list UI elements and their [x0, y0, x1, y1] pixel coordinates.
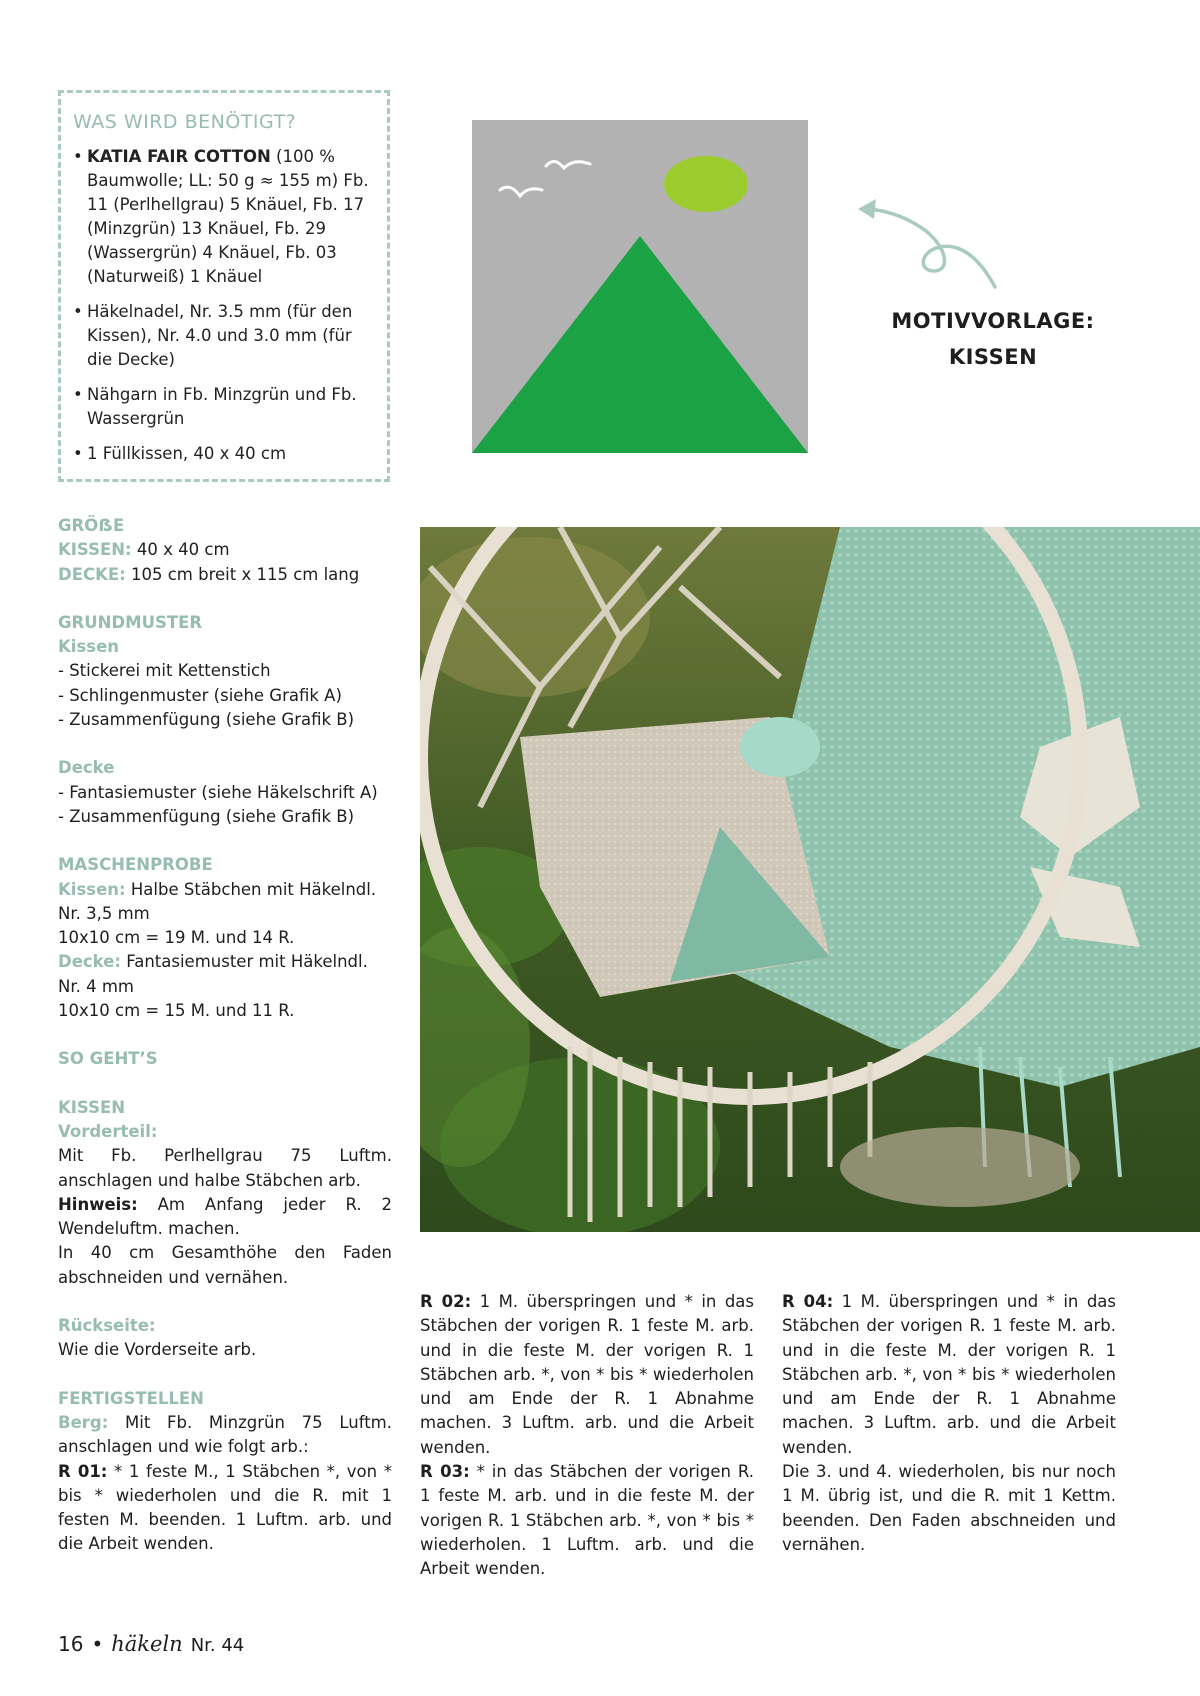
product-photo — [420, 527, 1200, 1232]
pattern-cushion-item: - Stickerei mit Kettenstich — [58, 661, 271, 681]
back-text: Wie die Vorderseite arb. — [58, 1340, 257, 1360]
gauge-blanket-value: 10x10 cm = 15 M. und 11 R. — [58, 1001, 295, 1021]
curly-arrow-icon — [850, 195, 1010, 295]
row-04-text: R 04: 1 M. überspringen und * in das Stäbchen der vorigen R. 1 feste M. arb. und in die feste M. der vorigen R. 1 Stäbchen arb. *, von * bis * wiederholen und am Ende der R. 1 Abnahme machen. 3 Luftm. arb. und die Arbeit wenden. — [782, 1292, 1116, 1457]
size-blanket: DECKE: 105 cm breit x 115 cm lang — [58, 564, 360, 584]
pattern-cushion-item: - Schlingenmuster (siehe Grafik A) — [58, 685, 342, 705]
materials-heading: WAS WIRD BENÖTIGT? — [73, 111, 297, 133]
pattern-blanket-item: - Fantasiemuster (siehe Häkelschrift A) — [58, 782, 378, 802]
row-02-text: R 02: 1 M. überspringen und * in das Stäbchen der vorigen R. 1 feste M. arb. und in die feste M. der vorigen R. 1 Stäbchen arb. *, von * bis * wiederholen und am Ende der R. 1 Abnahme machen. 3 Luftm. arb. und die Arbeit wenden. — [420, 1292, 754, 1457]
issue-number: Nr. 44 — [190, 1635, 245, 1656]
pattern-heading: GRUNDMUSTER — [58, 612, 203, 632]
kissen-heading: KISSEN — [58, 1097, 126, 1117]
materials-list — [73, 145, 375, 466]
cut-text: In 40 cm Gesamthöhe den Faden abschneiden und vernähen. — [58, 1243, 392, 1287]
page-number: 16 — [58, 1632, 84, 1656]
size-heading: GRÖẞE — [58, 516, 125, 535]
pattern-blanket-sub: Decke — [58, 758, 115, 778]
materials-item-cushion: • 1 Füllkissen, 40 x 40 cm — [73, 442, 375, 466]
magazine-brand: häkeln — [111, 1632, 183, 1656]
size-cushion: KISSEN: 40 x 40 cm — [58, 540, 230, 560]
yarn-details: (100 % Baumwolle; LL: 50 g ≈ 155 m) Fb. 11 (Perlhellgrau) 5 Knäuel, Fb. 17 (Minzgrün) 13 Knäuel, Fb. 29 (Wassergrün) 4 Knäuel, Fb. 03 (Naturweiß) 1 Knäuel — [87, 147, 369, 286]
motif-sun — [664, 156, 748, 212]
materials-item-thread: • Nähgarn in Fb. Minzgrün und Fb. Wassergrün — [73, 383, 375, 431]
pattern-blanket-item: - Zusammenfügung (siehe Grafik B) — [58, 806, 355, 826]
hint-text: Hinweis: Am Anfang jeder R. 2 Wendeluftm. machen. — [58, 1194, 392, 1239]
repeat-text: Die 3. und 4. wiederholen, bis nur noch 1 M. übrig ist, und die R. mit 1 Kettm. beenden. Den Faden abschneiden und vernähen. — [782, 1462, 1116, 1554]
motif-caption-line1: MOTIVVORLAGE: — [891, 309, 1095, 333]
gauge-blanket: Decke: Fantasiemuster mit Häkelndl. Nr. 4 mm — [58, 952, 368, 996]
materials-item-yarn — [73, 145, 375, 289]
motif-caption-line2: KISSEN — [948, 345, 1038, 369]
pattern-cushion-sub: Kissen — [58, 637, 120, 657]
gauge-cushion: Kissen: Halbe Stäbchen mit Häkelndl. Nr. 3,5 mm — [58, 879, 377, 923]
howto-heading: SO GEHT’S — [58, 1049, 158, 1069]
rows-column-3 — [782, 1290, 1116, 1557]
motif-caption — [880, 303, 1106, 375]
finish-heading: FERTIGSTELLEN — [58, 1388, 204, 1408]
materials-box — [58, 90, 390, 482]
front-subheading: Vorderteil: — [58, 1121, 158, 1141]
back-subheading: Rückseite: — [58, 1316, 156, 1336]
page-footer — [58, 1632, 244, 1656]
row-03-text: R 03: * in das Stäbchen der vorigen R. 1 feste M. arb. und in die feste M. der vorigen R. 1 Stäbchen arb. *, von * bis * wiederholen. 1 Luftm. arb. und die Arbeit wenden. — [420, 1462, 754, 1579]
berg-text: Berg: Mit Fb. Minzgrün 75 Luftm. anschlagen und wie folgt arb.: — [58, 1412, 392, 1457]
row-01-text: R 01: * 1 feste M., 1 Stäbchen *, von * bis * wiederholen und die R. mit 1 festen M. beenden. 1 Luftm. arb. und die Arbeit wenden. — [58, 1461, 392, 1554]
motif-graphic — [472, 120, 808, 453]
left-text-column — [58, 514, 392, 1557]
front-text: Mit Fb. Perlhellgrau 75 Luftm. anschlagen und halbe Stäbchen arb. — [58, 1146, 392, 1190]
yarn-brand: KATIA FAIR COTTON — [87, 147, 271, 166]
gauge-cushion-value: 10x10 cm = 19 M. und 14 R. — [58, 928, 295, 948]
rows-column-2 — [420, 1290, 754, 1582]
footer-bullet: • — [91, 1632, 104, 1656]
pattern-cushion-item: - Zusammenfügung (siehe Grafik B) — [58, 710, 355, 730]
materials-item-hook: • Häkelnadel, Nr. 3.5 mm (für den Kissen), Nr. 4.0 und 3.0 mm (für die Decke) — [73, 300, 375, 372]
gauge-heading: MASCHENPROBE — [58, 855, 213, 875]
